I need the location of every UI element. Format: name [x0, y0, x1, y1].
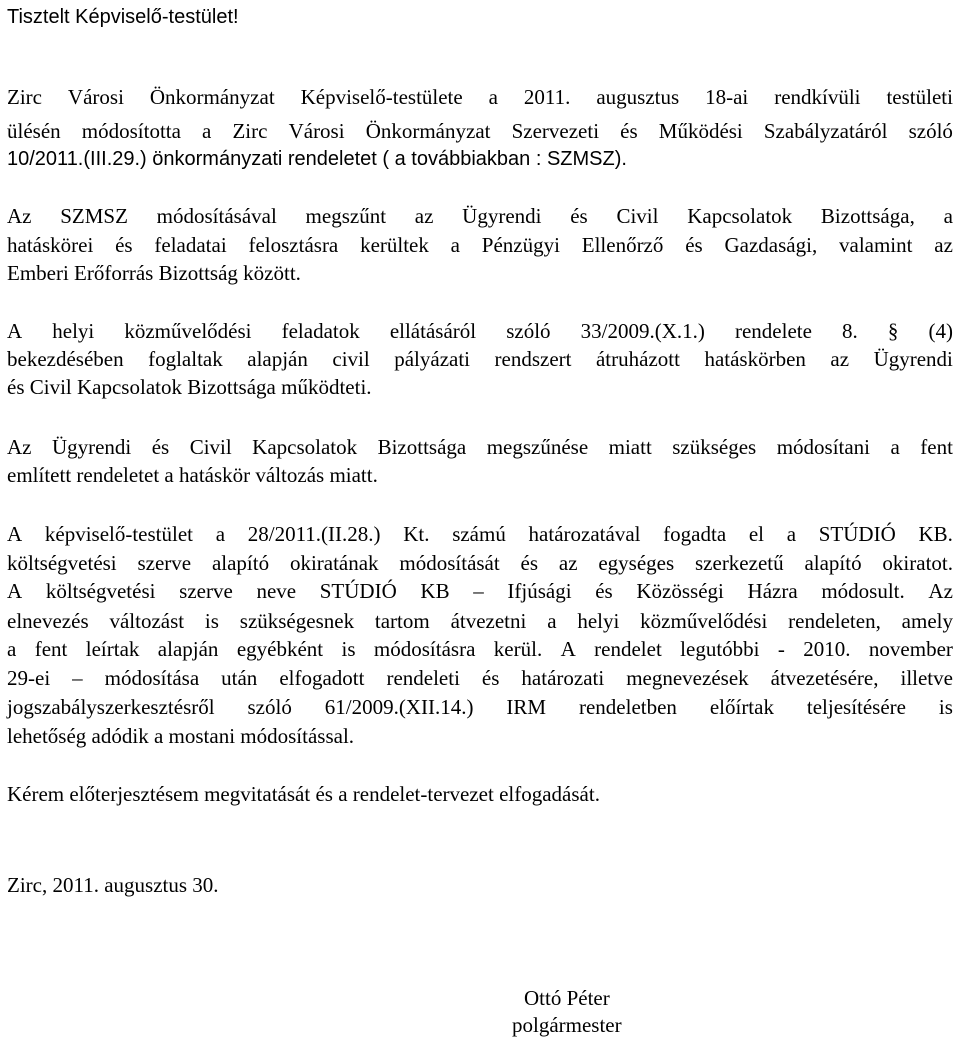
word: bekezdésében — [7, 347, 124, 371]
word: és — [151, 435, 170, 459]
word: rendeleti — [386, 666, 460, 690]
word: Kapcsolatok — [252, 435, 358, 459]
word: költségvetési — [7, 551, 117, 575]
word: szóló — [506, 319, 551, 343]
text-line: Kérem előterjesztésem megvitatását és a rendelet-tervezet elfogadását. — [7, 782, 600, 806]
word: 28/2011.(II.28.) — [247, 522, 381, 546]
word: § — [887, 319, 899, 343]
word: rendkívüli — [774, 85, 861, 109]
word: valamint — [839, 233, 913, 257]
word: szerve — [179, 579, 233, 603]
word: jogszabályszerkesztésről — [7, 695, 215, 719]
word: STÚDIÓ — [818, 522, 896, 546]
word: feladatai — [154, 233, 227, 257]
word: módosítását — [399, 551, 500, 575]
word: és — [481, 666, 500, 690]
text-line — [7, 636, 953, 662]
text-line — [7, 318, 953, 344]
word: helyi — [52, 319, 95, 343]
word: Működési — [658, 119, 743, 143]
word: Az — [928, 579, 953, 603]
word: STÚDIÓ — [319, 579, 397, 603]
word: rendeleten, — [788, 609, 881, 633]
word: testületi — [886, 85, 953, 109]
word: szerve — [137, 551, 192, 575]
word: felosztásra — [248, 233, 339, 257]
word: – — [473, 579, 484, 603]
text-line — [7, 118, 953, 144]
word: szükséges — [672, 435, 757, 459]
word: megnevezések — [626, 666, 749, 690]
word: közművelődési — [124, 319, 252, 343]
text-line — [7, 346, 953, 372]
word: (4) — [928, 319, 953, 343]
word: a — [450, 233, 460, 257]
word: a — [7, 637, 17, 661]
word: módosította — [81, 119, 181, 143]
word: határozatával — [528, 522, 641, 546]
text-line: említett rendeletet a hatáskör változás miatt. — [7, 463, 378, 487]
word: és — [520, 551, 539, 575]
word: A — [7, 579, 23, 603]
word: módosításra — [373, 637, 476, 661]
word: Önkormányzat — [365, 119, 491, 143]
text-line: Emberi Erőforrás Bizottság között. — [7, 261, 301, 285]
word: Ügyrendi — [873, 347, 953, 371]
word: Szervezeti — [511, 119, 600, 143]
word: 18-ai — [705, 85, 749, 109]
word: a — [943, 204, 953, 228]
word: is — [938, 695, 953, 719]
word: Házra — [747, 579, 798, 603]
word: átvezetni — [450, 609, 527, 633]
word: 2010. — [803, 637, 851, 661]
word: hatáskörei — [7, 233, 94, 257]
text-line — [7, 694, 953, 720]
word: után — [221, 666, 258, 690]
word: leírtak — [85, 637, 140, 661]
text-line — [7, 521, 953, 547]
word: Bizottsága, — [820, 204, 915, 228]
word: változást — [109, 609, 185, 633]
word: fent — [920, 435, 953, 459]
word: a — [215, 522, 226, 546]
word: az — [414, 204, 434, 228]
word: SZMSZ — [60, 204, 128, 228]
word: is — [204, 609, 219, 633]
text-line — [7, 608, 953, 634]
word: az — [934, 233, 953, 257]
word: és — [620, 119, 638, 143]
word: rendszert — [494, 347, 572, 371]
word: Szabályzatáról — [763, 119, 888, 143]
word: egységes — [598, 551, 675, 575]
text-line — [7, 84, 953, 110]
word: szerkezetű — [695, 551, 784, 575]
word: – — [72, 666, 83, 690]
text-line — [7, 232, 953, 258]
word: és — [570, 204, 588, 228]
word: szóló — [908, 119, 953, 143]
word: alapító — [211, 551, 270, 575]
word: Zirc — [232, 119, 268, 143]
word: ülésén — [7, 119, 61, 143]
word: Pénzügyi — [481, 233, 560, 257]
word: módosult. — [821, 579, 905, 603]
word: fogadta — [663, 522, 727, 546]
word: foglaltak — [148, 347, 223, 371]
word: Gazdasági, — [724, 233, 818, 257]
text-line — [7, 578, 953, 604]
word: Civil — [616, 204, 659, 228]
word: a — [488, 85, 498, 109]
word: Önkormányzat — [149, 85, 275, 109]
word: Az — [7, 435, 32, 459]
word: A — [7, 522, 23, 546]
word: módosítani — [776, 435, 871, 459]
word: átruházott — [595, 347, 680, 371]
word: Közösségi — [636, 579, 724, 603]
word: alapító — [804, 551, 862, 575]
word: módosítása — [104, 666, 200, 690]
word: is — [341, 637, 356, 661]
word: határozati — [521, 666, 605, 690]
word: megszűnt — [305, 204, 387, 228]
word: Képviselő-testülete — [300, 85, 463, 109]
word: és — [685, 233, 703, 257]
text-line — [7, 665, 953, 691]
text-line: és Civil Kapcsolatok Bizottsága működteti. — [7, 375, 372, 399]
word: Zirc — [7, 85, 42, 109]
word: hatáskörben — [704, 347, 806, 371]
word: 2011. — [523, 85, 571, 109]
word: KB. — [918, 522, 953, 546]
word: Ügyrendi — [462, 204, 542, 228]
word: el — [748, 522, 765, 546]
word: az — [558, 551, 578, 575]
word: tartom — [374, 609, 430, 633]
word: a — [202, 119, 212, 143]
text-line — [7, 550, 953, 576]
word: a — [890, 435, 900, 459]
word: szükségesnek — [239, 609, 355, 633]
word: rendeletben — [578, 695, 677, 719]
word: pályázati — [394, 347, 471, 371]
word: Ellenőrző — [581, 233, 664, 257]
word: teljesítésére — [806, 695, 906, 719]
word: Városi — [67, 85, 124, 109]
word: Civil — [189, 435, 232, 459]
signature-name: Ottó Péter — [524, 986, 610, 1010]
text-line: lehetőség adódik a mostani módosítással. — [7, 724, 355, 748]
text-line — [7, 203, 953, 229]
word: IRM — [506, 695, 547, 719]
word: 33/2009.(X.1.) — [580, 319, 705, 343]
word: kerültek — [360, 233, 429, 257]
word: ellátásáról — [389, 319, 477, 343]
word: 8. — [842, 319, 858, 343]
word: KB — [420, 579, 450, 603]
word: augusztus — [596, 85, 680, 109]
word: a — [547, 609, 557, 633]
word: egyébként — [236, 637, 324, 661]
word: alapján — [157, 637, 219, 661]
word: előírtak — [709, 695, 774, 719]
word: alapján — [247, 347, 308, 371]
word: Kt. — [403, 522, 430, 546]
word: Ügyrendi — [51, 435, 132, 459]
word: költségvetési — [45, 579, 156, 603]
word: neve — [256, 579, 297, 603]
word: A — [7, 319, 23, 343]
word: és — [595, 579, 613, 603]
word: Ifjúsági — [507, 579, 572, 603]
word: amely — [901, 609, 953, 633]
signature-title: polgármester — [512, 1013, 622, 1037]
word: számú — [452, 522, 506, 546]
text-line — [7, 434, 953, 460]
word: november — [868, 637, 953, 661]
word: a — [786, 522, 797, 546]
text-line: 10/2011.(III.29.) önkormányzati rendeletet ( a továbbiakban : SZMSZ). — [7, 148, 627, 170]
word: civil — [332, 347, 370, 371]
word: rendelet — [594, 637, 662, 661]
word: feladatok — [281, 319, 360, 343]
word: okiratának — [289, 551, 379, 575]
word: Városi — [288, 119, 345, 143]
word: kerül. — [493, 637, 543, 661]
word: átvezetésére, — [770, 666, 879, 690]
word: helyi — [577, 609, 620, 633]
word: fent — [34, 637, 68, 661]
word: az — [830, 347, 850, 371]
word: szóló — [247, 695, 292, 719]
word: Kapcsolatok — [687, 204, 793, 228]
word: Az — [7, 204, 32, 228]
word: elfogadott — [279, 666, 365, 690]
text-line: Zirc, 2011. augusztus 30. — [7, 873, 219, 897]
word: okiratot. — [882, 551, 953, 575]
word: miatt — [608, 435, 652, 459]
word: 61/2009.(XII.14.) — [324, 695, 474, 719]
word: 29-ei — [7, 666, 51, 690]
word: közművelődési — [640, 609, 768, 633]
salutation: Tisztelt Képviselő-testület! — [7, 6, 239, 28]
word: megszűnése — [486, 435, 589, 459]
word: rendelete — [734, 319, 812, 343]
word: A — [560, 637, 576, 661]
word: elnevezés — [7, 609, 89, 633]
word: illetve — [900, 666, 953, 690]
word: képviselő-testület — [44, 522, 194, 546]
word: - — [777, 637, 785, 661]
word: és — [115, 233, 133, 257]
word: legutóbbi — [680, 637, 760, 661]
word: Bizottsága — [377, 435, 467, 459]
word: módosításával — [156, 204, 277, 228]
